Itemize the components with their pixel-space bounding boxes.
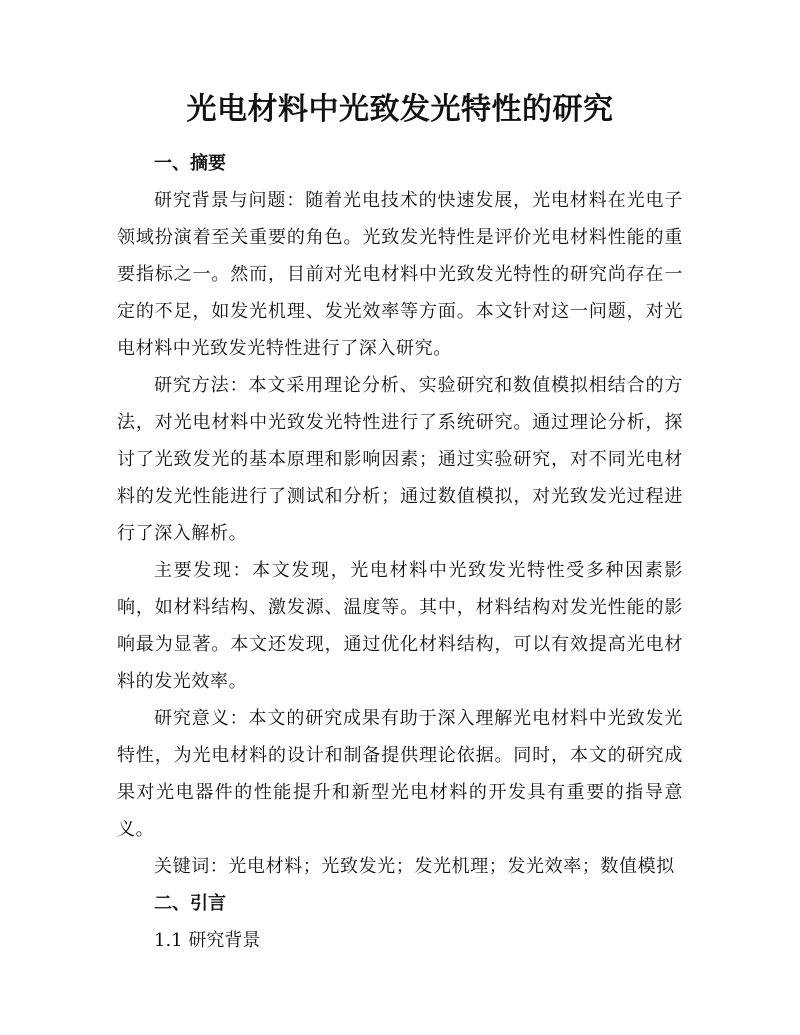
document-body [117, 145, 683, 959]
document-title: 光电材料中光致发光特性的研究 [186, 92, 614, 127]
abstract-methods-paragraph: 研究方法：本文采用理论分析、实验研究和数值模拟相结合的方法，对光电材料中光致发光特性进行了系统研究。通过理论分析，探讨了光致发光的基本原理和影响因素；通过实验研究，对不同光电材料的发光性能进行了测试和分析；通过数值模拟，对光致发光过程进行了深入解析。 [117, 375, 683, 544]
section-heading-introduction: 二、引言 [154, 893, 226, 914]
abstract-background-paragraph: 研究背景与问题：随着光电技术的快速发展，光电材料在光电子领域扮演着至关重要的角色。光致发光特性是评价光电材料性能的重要指标之一。然而，目前对光电材料中光致发光特性的研究尚存在一定的不足，如发光机理、发光效率等方面。本文针对这一问题，对光电材料中光致发光特性进行了深入研究。 [117, 190, 683, 359]
subsection-heading-research-background: 1.1 研究背景 [154, 930, 261, 951]
keywords-line: 关键词：光电材料；光致发光；发光机理；发光效率；数值模拟 [154, 856, 675, 877]
abstract-findings-paragraph: 主要发现：本文发现，光电材料中光致发光特性受多种因素影响，如材料结构、激发源、温度等。其中，材料结构对发光性能的影响最为显著。本文还发现，通过优化材料结构，可以有效提高光电材料的发光效率。 [117, 560, 683, 692]
section-heading-abstract: 一、摘要 [154, 153, 226, 174]
abstract-significance-paragraph: 研究意义：本文的研究成果有助于深入理解光电材料中光致发光特性，为光电材料的设计和制备提供理论依据。同时，本文的研究成果对光电器件的性能提升和新型光电材料的开发具有重要的指导意义。 [117, 708, 683, 840]
